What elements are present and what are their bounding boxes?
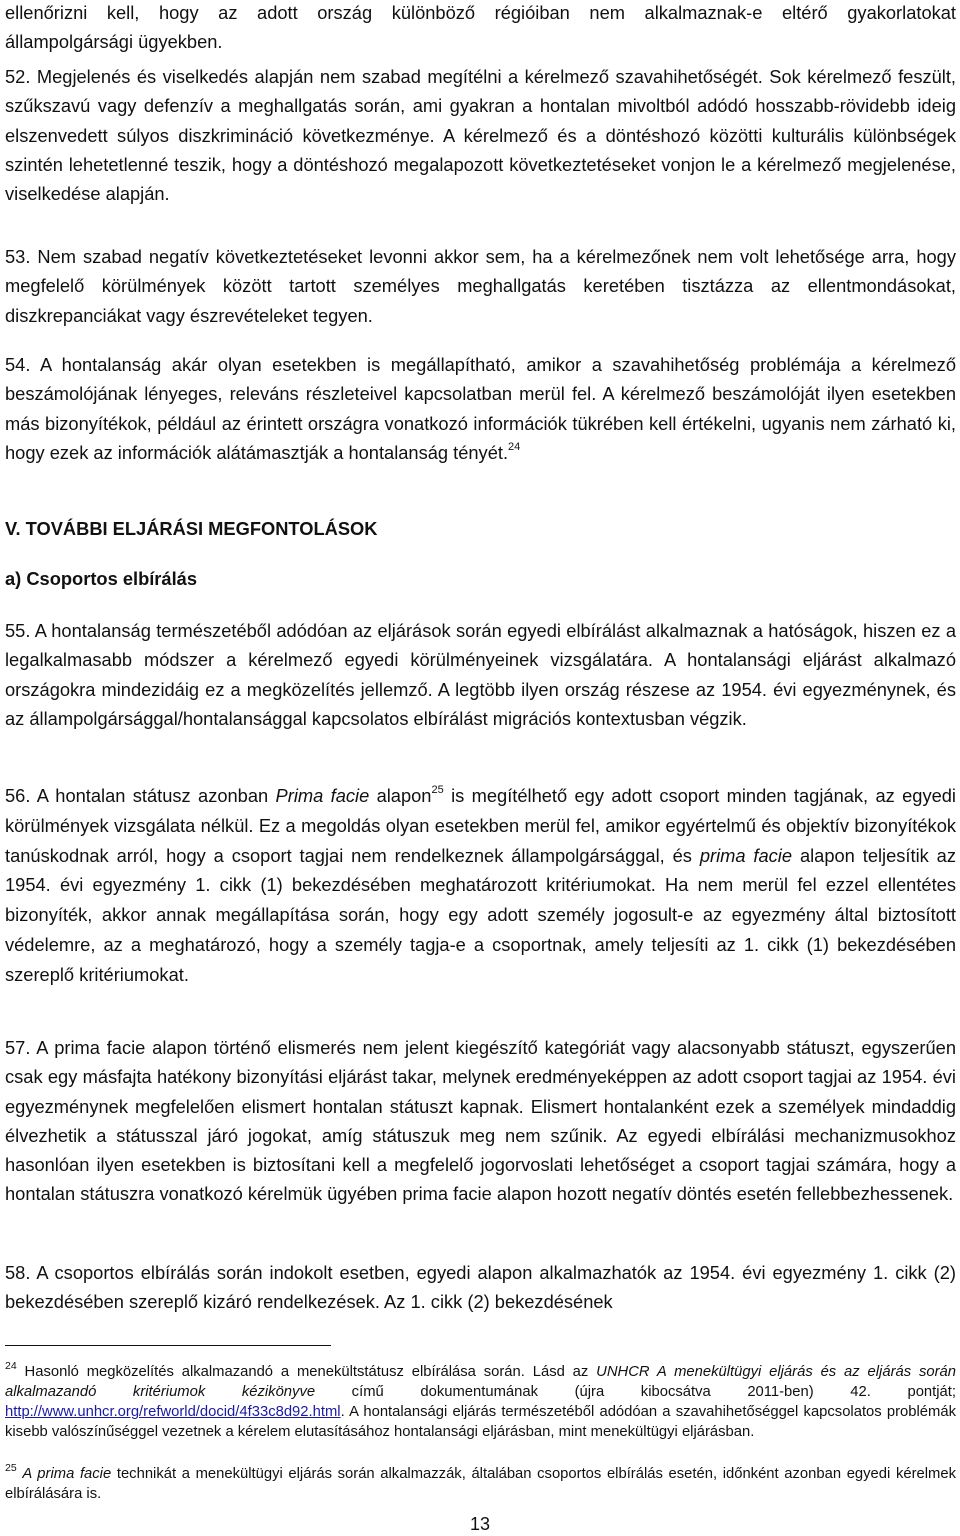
footnote-ref-25[interactable]: 25 bbox=[431, 784, 444, 796]
paragraph-52 bbox=[5, 62, 956, 208]
paragraph-54-text: 54. A hontalanság akár olyan esetekben is megállapítható, amikor a szavahihetőség problémája a kérelmező beszámolójának lényeges, releváns részleteivel kapcsolatban merül fel. A kérelmező beszámolóját ilyen esetekben más bizonyítékok, például az érintett országra vonatkozó információk tükrében kell értékelni, ugyanis nem zárható ki, hogy ezek az információk alátámasztják a hontalanság tényét. bbox=[5, 354, 956, 463]
paragraph-56-part-3: is megítélhető egy adott csoport minden tagjának, az egyedi körülmények vizsgálata nélkül. Ez a megoldás olyan esetekben merül fel, amikor egyértelmű és objektív bizonyítékok tanúskodnak arról, hogy a csoport tagjai nem rendelkeznek állampolgársággal, és bbox=[5, 785, 956, 866]
paragraph-56 bbox=[5, 781, 956, 990]
footnote-25 bbox=[5, 1464, 956, 1504]
section-title: V. TOVÁBBI ELJÁRÁSI MEGFONTOLÁSOK bbox=[5, 518, 378, 539]
footnote-divider bbox=[5, 1345, 331, 1346]
footnote-24 bbox=[5, 1362, 956, 1442]
footnote-24-text-1: Hasonló megközelítés alkalmazandó a menekültstátusz elbírálása során. Lásd az bbox=[16, 1364, 597, 1380]
section-subtitle: a) Csoportos elbírálás bbox=[5, 568, 198, 589]
footnote-25-mark: 25 bbox=[5, 1462, 17, 1474]
footnote-ref-24[interactable]: 24 bbox=[508, 440, 521, 453]
paragraph-52-text: 52. Megjelenés és viselkedés alapján nem szabad megítélni a kérelmező szavahihetőségét. Sok kérelmező feszült, szűkszavú vagy defenzív a meghallgatás során, ami gyakran a hontalan mivoltból adódó hosszabb-rövidebb ideig elszenvedett súlyos diszkrimináció következménye. A kérelmező és a döntéshozó közötti kulturális különbségek szintén lehetetlenné teszik, hogy a döntéshozó megalapozott következtetéseket vonjon le a kérelmező megjelenése, viselkedése alapján. bbox=[5, 66, 956, 205]
footnote-24-mark: 24 bbox=[5, 1360, 17, 1372]
paragraph-58-text: 58. A csoportos elbírálás során indokolt esetben, egyedi alapon alkalmazhatók az 1954. évi egyezmény 1. cikk (2) bekezdésében szereplő kizáró rendelkezések. Az 1. cikk (2) bekezdésének bbox=[5, 1262, 956, 1313]
paragraph-56-part-1: 56. A hontalan státusz azonban bbox=[5, 785, 276, 806]
paragraph-54-body bbox=[5, 350, 956, 467]
paragraph-54 bbox=[5, 350, 956, 467]
footnote-25-italic: A prima facie bbox=[22, 1466, 112, 1482]
footnote-24-text-2: című dokumentumának (újra kibocsátva 2011-ben) 42. pontját; bbox=[315, 1384, 956, 1400]
paragraph-55-text: 55. A hontalanság természetéből adódóan az eljárások során egyedi elbírálást alkalmaznak a hatóságok, hiszen ez a legalkalmasabb módszer a kérelmező egyedi körülményeinek vizsgálatára. A hontalansági eljárást alkalmazó országokra mindezidáig ez a megközelítés jellemző. A legtöbb ilyen ország részese az 1954. évi egyezménynek, és az állampolgársággal/hontalansággal kapcsolatos elbírálást migrációs kontextusban végzik. bbox=[5, 620, 956, 729]
footnote-24-link[interactable]: http://www.unhcr.org/refworld/docid/4f33c8d92.html bbox=[5, 1404, 341, 1420]
paragraph-55 bbox=[5, 616, 956, 733]
paragraph-53-text: 53. Nem szabad negatív következtetéseket levonni akkor sem, ha a kérelmezőnek nem volt lehetősége arra, hogy megfelelő körülmények között tartott személyes meghallgatás keretében tisztázza az ellentmondásokat, diszkrepanciákat vagy észrevételeket tegyen. bbox=[5, 246, 956, 326]
paragraph-56-body bbox=[5, 781, 956, 990]
intro-line-2: állampolgársági ügyekben. bbox=[5, 31, 223, 53]
paragraph-57 bbox=[5, 1033, 956, 1209]
intro-line-1: ellenőrizni kell, hogy az adott ország különböző régióiban nem alkalmaznak-e eltérő gyakorlatokat bbox=[5, 2, 956, 23]
page-number: 13 bbox=[469, 1514, 491, 1534]
intro-paragraph bbox=[5, 0, 956, 57]
footnote-24-text-3: . A hontalansági eljárás természetéből adódóan a szavahihetőséggel kapcsolatos problémák kisebb valószínűséggel vezetnek a kérelem elutasításához hontalansági eljárásban, mint menekültügyi eljárásban. bbox=[5, 1404, 956, 1440]
footnote-24-body bbox=[5, 1362, 956, 1442]
paragraph-57-text: 57. A prima facie alapon történő elismerés nem jelent kiegészítő kategóriát vagy alacsonyabb státuszt, egyszerűen csak egy másfajta hatékony bizonyítási eljárást takar, melynek eredményeképpen az adott csoport tagjai az 1954. évi egyezménynek megfelelően elismert hontalan státuszt kapnak. Elismert hontalanként ezek a személyek mindaddig élvezhetik a státusszal járó jogokat, amíg státuszuk meg nem szűnik. Az egyedi elbírálási mechanizmusokhoz hasonlóan ilyen esetekben is biztosítani kell a megfelelő jogorvoslati lehetőséget a csoport tagjai számára, hogy a hontalan státuszra vonatkozó kérelmük ügyében prima facie alapon hozott negatív döntés esetén fellebbezhessenek. bbox=[5, 1037, 956, 1205]
paragraph-58 bbox=[5, 1258, 956, 1317]
paragraph-56-italic-2: prima facie bbox=[699, 844, 793, 866]
paragraph-56-italic-1: Prima facie bbox=[275, 785, 370, 806]
paragraph-56-part-2: alapon bbox=[369, 785, 432, 806]
paragraph-56-part-4: alapon teljesítik az 1954. évi egyezmény 1. cikk (1) bekezdésében meghatározott kritériumokat. Ha nem merül fel ezzel ellentétes bizonyíték, akkor annak megállapítása során, hogy egy adott személy jogosult-e az egyezmény által biztosított védelemre, az a meghatározó, hogy a személy tagja-e a csoportnak, amely teljesíti az 1. cikk (1) bekezdésében szereplő kritériumokat. bbox=[5, 844, 956, 985]
paragraph-53 bbox=[5, 242, 956, 330]
footnote-24-italic: UNHCR A menekültügyi eljárás és az eljárás során alkalmazandó kritériumok kézikönyve bbox=[5, 1364, 956, 1400]
footnote-25-body bbox=[5, 1464, 956, 1504]
footnote-25-text: technikát a menekültügyi eljárás során alkalmazzák, általában csoportos elbírálás esetén, időnként azonban egyedi kérelmek elbírálására is. bbox=[5, 1466, 956, 1502]
